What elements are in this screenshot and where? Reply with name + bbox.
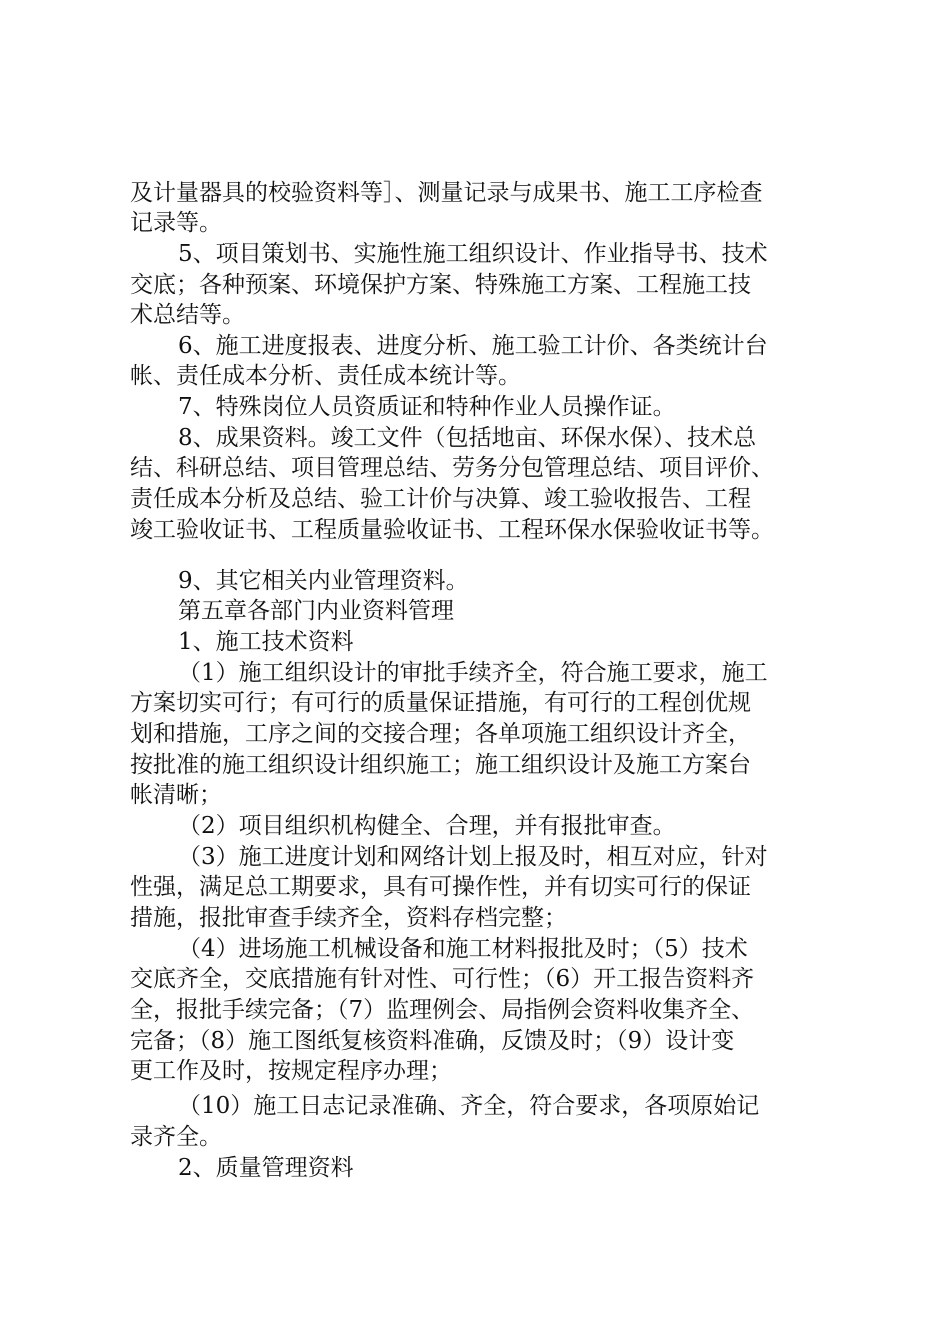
text-line: 更工作及时，按规定程序办理； <box>130 1058 452 1084</box>
text-line: 7、特殊岗位人员资质证和特种作业人员操作证。 <box>178 394 676 420</box>
text-line: 录齐全。 <box>130 1124 222 1150</box>
text-line: （4）进场施工机械设备和施工材料报批及时；（5）技术 <box>178 936 748 962</box>
text-line: 全，报批手续完备；（7）监理例会、局指例会资料收集齐全、 <box>130 997 755 1023</box>
text-line: 1、施工技术资料 <box>178 629 354 655</box>
text-line: 结、科研总结、项目管理总结、劳务分包管理总结、项目评价、 <box>130 455 774 481</box>
text-line: 术总结等。 <box>130 302 245 328</box>
text-line: 记录等。 <box>130 210 222 236</box>
text-line: （2）项目组织机构健全、合理，并有报批审查。 <box>178 813 676 839</box>
text-line: 性强，满足总工期要求，具有可操作性，并有切实可行的保证 <box>130 874 751 900</box>
text-line: 8、成果资料。竣工文件（包括地亩、环保水保）、技术总 <box>178 425 757 451</box>
text-line: 责任成本分析及总结、验工计价与决算、竣工验收报告、工程 <box>130 486 751 512</box>
text-line: 2、质量管理资料 <box>178 1155 354 1181</box>
text-line: 方案切实可行；有可行的质量保证措施，有可行的工程创优规 <box>130 690 751 716</box>
text-line: 及计量器具的校验资料等］、测量记录与成果书、施工工序检查 <box>130 180 763 206</box>
text-line: （1）施工组织设计的审批手续齐全，符合施工要求，施工 <box>178 660 768 686</box>
text-line: 5、项目策划书、实施性施工组织设计、作业指导书、技术 <box>178 241 768 267</box>
text-line: 9、其它相关内业管理资料。 <box>178 568 469 594</box>
text-line: 措施，报批审查手续齐全，资料存档完整； <box>130 905 567 931</box>
text-line: 帐、责任成本分析、责任成本统计等。 <box>130 363 521 389</box>
text-line: （10）施工日志记录准确、齐全，符合要求，各项原始记 <box>178 1093 760 1119</box>
text-line: 交底；各种预案、环境保护方案、特殊施工方案、工程施工技 <box>130 272 751 298</box>
text-line: 6、施工进度报表、进度分析、施工验工计价、各类统计台 <box>178 333 768 359</box>
text-line: 竣工验收证书、工程质量验收证书、工程环保水保验收证书等。 <box>130 517 774 543</box>
text-line: （3）施工进度计划和网络计划上报及时，相互对应，针对 <box>178 844 768 870</box>
text-line: 划和措施，工序之间的交接合理；各单项施工组织设计齐全， <box>130 721 751 747</box>
text-line: 交底齐全，交底措施有针对性、可行性；（6）开工报告资料齐 <box>130 966 755 992</box>
text-line: 帐清晰； <box>130 782 222 808</box>
text-line: 按批准的施工组织设计组织施工；施工组织设计及施工方案台 <box>130 752 751 778</box>
text-line: 完备；（8）施工图纸复核资料准确，反馈及时；（9）设计变 <box>130 1028 735 1054</box>
text-line: 第五章各部门内业资料管理 <box>178 598 454 624</box>
